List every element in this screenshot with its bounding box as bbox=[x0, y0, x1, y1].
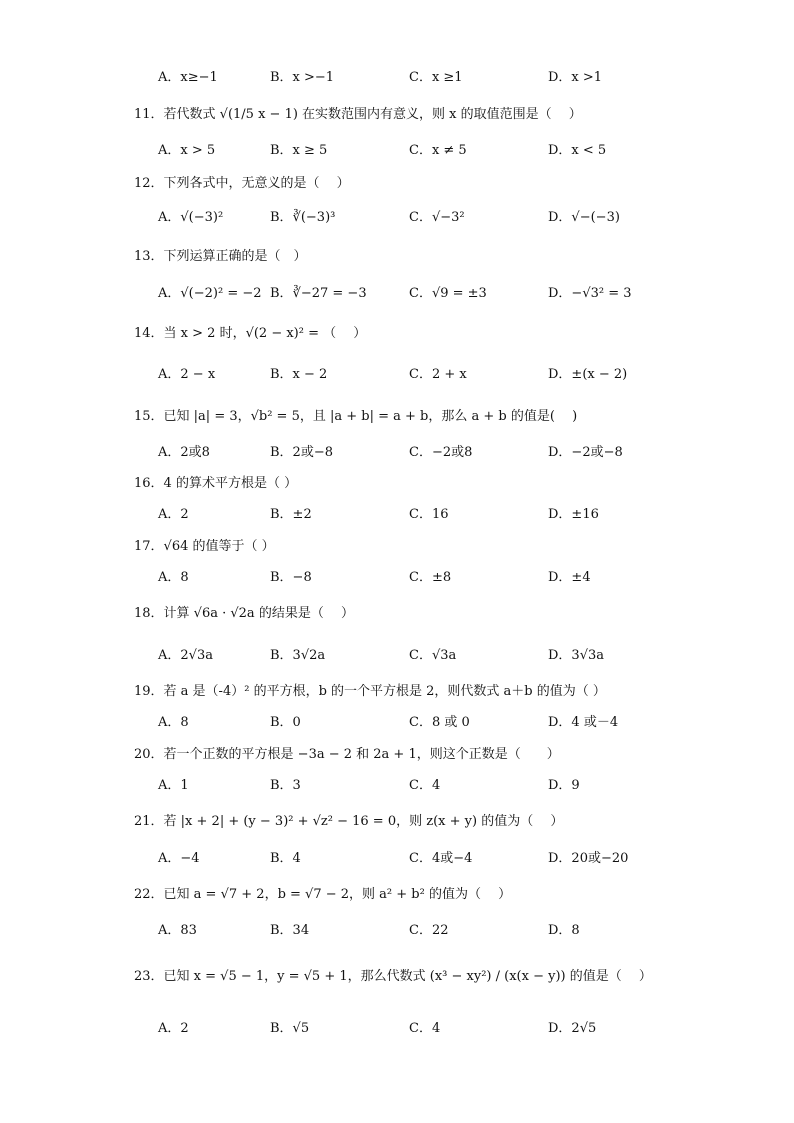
answer-options bbox=[0, 919, 794, 939]
option-d: D．3√3a bbox=[548, 648, 604, 663]
option-a: A．√(−3)² bbox=[158, 210, 224, 225]
option-d: D．4 或－4 bbox=[548, 715, 619, 730]
option-a: A．−4 bbox=[158, 851, 200, 866]
answer-options bbox=[0, 644, 794, 664]
option-b: B．34 bbox=[270, 923, 310, 938]
option-a: A．2√3a bbox=[158, 648, 213, 663]
option-a: A．1 bbox=[158, 778, 189, 793]
option-b: B．x − 2 bbox=[270, 367, 328, 382]
question-text: 22．已知 a = √7 + 2，b = √7 − 2，则 a² + b² 的值为（ ） bbox=[134, 887, 512, 902]
answer-options bbox=[0, 139, 794, 159]
answer-options bbox=[0, 1017, 794, 1037]
option-b: B．0 bbox=[270, 715, 301, 730]
option-a: A．x≥−1 bbox=[158, 70, 218, 85]
question-text: 16．4 的算术平方根是（ ） bbox=[134, 476, 298, 491]
option-a: A．2 bbox=[158, 507, 189, 522]
option-b: B．∛−27 = −3 bbox=[270, 286, 367, 301]
option-b: B．−8 bbox=[270, 570, 312, 585]
option-b: B．3 bbox=[270, 778, 301, 793]
option-b: B．2或−8 bbox=[270, 445, 333, 460]
question-text: 15．已知 |a| = 3，√b² = 5，且 |a + b| = a + b，那么 a + b 的值是( ) bbox=[134, 409, 578, 424]
option-c: C．22 bbox=[409, 923, 449, 938]
answer-options bbox=[0, 774, 794, 794]
question-text: 11．若代数式 √(1/5 x − 1) 在实数范围内有意义，则 x 的取值范围是（ ） bbox=[134, 107, 582, 122]
option-d: D．x >1 bbox=[548, 70, 603, 85]
option-a: A．x > 5 bbox=[158, 143, 216, 158]
option-d: D．±4 bbox=[548, 570, 591, 585]
option-a: A．83 bbox=[158, 923, 197, 938]
option-a: A．2 bbox=[158, 1021, 189, 1036]
option-c: C．x ≥1 bbox=[409, 70, 463, 85]
option-b: B．∛(−3)³ bbox=[270, 210, 336, 225]
question-text: 14．当 x > 2 时，√(2 − x)² = （ ） bbox=[134, 326, 367, 341]
question-text: 21．若 |x + 2| + (y − 3)² + √z² − 16 = 0，则 z(x + y) 的值为（ ） bbox=[134, 814, 564, 829]
option-c: C．√3a bbox=[409, 648, 457, 663]
option-d: D．−2或−8 bbox=[548, 445, 623, 460]
answer-options bbox=[0, 566, 794, 586]
option-a: A．8 bbox=[158, 715, 189, 730]
answer-options bbox=[0, 847, 794, 867]
question-text: 20．若一个正数的平方根是 −3a − 2 和 2a + 1，则这个正数是（ ） bbox=[134, 747, 560, 762]
answer-options bbox=[0, 363, 794, 383]
option-d: D．±(x − 2) bbox=[548, 367, 628, 382]
option-c: C．4 bbox=[409, 1021, 441, 1036]
option-d: D．9 bbox=[548, 778, 580, 793]
question-text: 13．下列运算正确的是（ ） bbox=[134, 249, 307, 264]
answer-options bbox=[0, 441, 794, 461]
option-c: C．√9 = ±3 bbox=[409, 286, 487, 301]
answer-options bbox=[0, 282, 794, 302]
answer-options bbox=[0, 66, 794, 86]
option-c: C．±8 bbox=[409, 570, 452, 585]
option-c: C．−2或8 bbox=[409, 445, 473, 460]
option-d: D．√−(−3) bbox=[548, 210, 620, 225]
option-b: B．4 bbox=[270, 851, 301, 866]
option-c: C．x ≠ 5 bbox=[409, 143, 467, 158]
option-a: A．2 − x bbox=[158, 367, 216, 382]
option-c: C．8 或 0 bbox=[409, 715, 470, 730]
option-a: A．√(−2)² = −2 bbox=[158, 286, 262, 301]
answer-options bbox=[0, 503, 794, 523]
option-c: C．16 bbox=[409, 507, 449, 522]
question-text: 23．已知 x = √5 − 1，y = √5 + 1，那么代数式 (x³ − xy²) / (x(x − y)) 的值是（ ） bbox=[134, 969, 652, 984]
option-a: A．2或8 bbox=[158, 445, 210, 460]
option-a: A．8 bbox=[158, 570, 189, 585]
option-b: B．3√2a bbox=[270, 648, 326, 663]
option-d: D．x < 5 bbox=[548, 143, 607, 158]
option-c: C．4 bbox=[409, 778, 441, 793]
answer-options bbox=[0, 206, 794, 226]
option-c: C．2 + x bbox=[409, 367, 467, 382]
option-b: B．±2 bbox=[270, 507, 312, 522]
option-c: C．4或−4 bbox=[409, 851, 473, 866]
question-text: 17．√64 的值等于（ ） bbox=[134, 539, 275, 554]
option-b: B．√5 bbox=[270, 1021, 310, 1036]
option-d: D．8 bbox=[548, 923, 580, 938]
question-text: 12．下列各式中，无意义的是（ ） bbox=[134, 176, 350, 191]
question-text: 19．若 a 是（-4）² 的平方根，b 的一个平方根是 2，则代数式 a＋b 的值为（ ） bbox=[134, 684, 606, 699]
option-b: B．x ≥ 5 bbox=[270, 143, 328, 158]
option-b: B．x >−1 bbox=[270, 70, 335, 85]
option-d: D．20或−20 bbox=[548, 851, 629, 866]
option-d: D．±16 bbox=[548, 507, 599, 522]
option-d: D．2√5 bbox=[548, 1021, 597, 1036]
option-d: D．−√3² = 3 bbox=[548, 286, 632, 301]
option-c: C．√−3² bbox=[409, 210, 465, 225]
answer-options bbox=[0, 711, 794, 731]
question-text: 18．计算 √6a · √2a 的结果是（ ） bbox=[134, 606, 354, 621]
